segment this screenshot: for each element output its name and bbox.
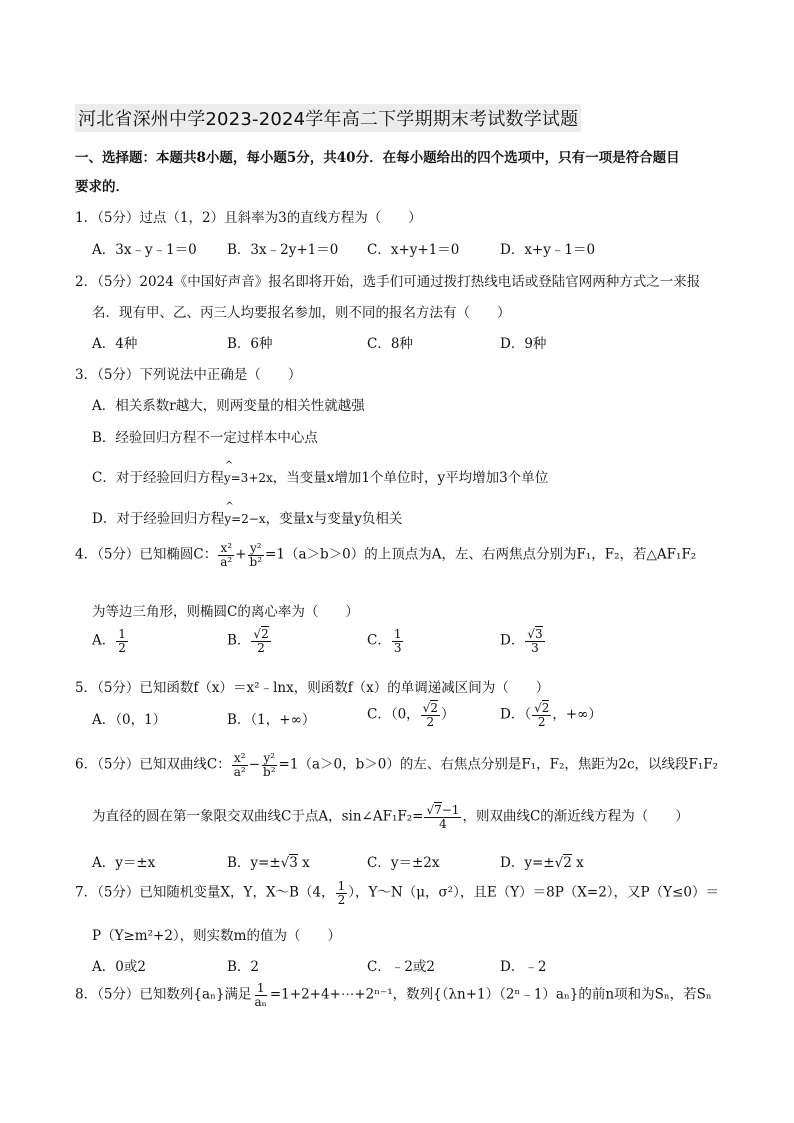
q6-stem-line2: 为直径的圆在第一象限交双曲线C于点A，sin∠AF₁F₂= $\frac{√7-1}{4}$ ，则双曲线C的渐近线方程为（ ） xyxy=(92,803,689,831)
q8-fraction: $\frac{1}{\text{aₙ}}$ xyxy=(254,981,267,1009)
q3-option-c: C．对于经验回归方程^ y=3+2x，当变量x增加1个单位时，y平均增加3个单位 xyxy=(92,466,548,486)
q6-option-d: D．y=±√2 x xyxy=(500,855,584,871)
q7-option-c: C．﹣2或2 xyxy=(367,959,436,975)
q7-option-a: A．0或2 xyxy=(92,959,146,975)
q2-option-c: C．8种 xyxy=(367,336,413,352)
q5-option-d: D．（ $\frac{√2}{2}$ ，+∞） xyxy=(500,701,602,729)
q3-option-d: D．对于经验回归方程^ y=2−x，变量x与变量y负相关 xyxy=(92,507,402,527)
q3-option-a: A．相关系数r越大，则两变量的相关性就越强 xyxy=(92,398,365,414)
q6-fraction-y: $\frac{\text{y²}}{\text{b²}}$ xyxy=(263,751,276,779)
q4-stem-line2: 为等边三角形，则椭圆C的离心率为（ ） xyxy=(92,604,359,620)
q1-stem: 1．（5分）过点（1，2）且斜率为3的直线方程为（ ） xyxy=(75,210,422,226)
q1-option-a: A．3x﹣y﹣1＝0 xyxy=(92,242,197,258)
q5-option-c: C．（0， $\frac{√2}{2}$ ） xyxy=(367,701,455,729)
q3-stem: 3．（5分）下列说法中正确是（ ） xyxy=(75,367,302,383)
page-title: 河北省深州中学2023-2024学年高二下学期期末考试数学试题 xyxy=(75,104,581,132)
q5-option-b: B．（1，+∞） xyxy=(227,712,316,728)
q2-option-b: B．6种 xyxy=(227,336,273,352)
q2-stem-line2: 名．现有甲、乙、丙三人均要报名参加，则不同的报名方法有（ ） xyxy=(92,305,511,321)
q2-option-d: D．9种 xyxy=(500,336,547,352)
q5-option-a: A．（0，1） xyxy=(92,712,167,728)
q3-option-c-equation: ^ y=3+2x xyxy=(224,471,273,485)
q2-stem-line1: 2．（5分）2024《中国好声音》报名即将开始，选手们可通过拨打热线电话或登陆官网两种方式之一来报 xyxy=(75,274,701,290)
q4-fraction-y: $\frac{\text{y²}}{\text{b²}}$ xyxy=(249,541,263,569)
q6-option-a: A．y＝±x xyxy=(92,855,156,871)
q6-option-b: B．y=±√3 x xyxy=(227,855,310,871)
q5-stem: 5．（5分）已知函数f（x）＝x²﹣lnx，则函数f（x）的单调递减区间为（ ） xyxy=(75,680,550,696)
q1-option-c: C．x+y+1＝0 xyxy=(367,242,460,258)
section-heading-line1: 一、选择题：本题共8小题，每小题5分，共40分．在每小题给出的四个选项中，只有一项是符合题目 xyxy=(75,150,680,166)
q1-option-b: B．3x﹣2y+1＝0 xyxy=(227,242,339,258)
q4-stem-line1: 4．（5分）已知椭圆C： $\frac{\text{x²}}{\text{a²}}$ + $\frac{\text{y²}}{\text{b²}}$ =1（a＞b＞0）的上顶点为A，左、右两焦点分别为F₁，F₂，若△AF₁F₂ xyxy=(75,541,697,569)
q6-sin-fraction: $\frac{√7-1}{4}$ xyxy=(426,803,460,831)
q7-stem-line1: 7．（5分）已知随机变量X，Y，X～B（4， $\frac{1}{2}$ ），Y～N（μ，σ²），且E（Y）＝8P（X=2），又P（Y≤0）＝ xyxy=(75,879,719,907)
q4-option-c: C． $\frac{1}{3}$ xyxy=(367,627,402,655)
q4-option-b: B． $\frac{√2}{2}$ xyxy=(227,627,269,655)
q4-option-a: A． $\frac{1}{2}$ xyxy=(92,627,126,655)
q7-option-d: D．﹣2 xyxy=(500,959,547,975)
q6-option-c: C．y＝±2x xyxy=(367,855,440,871)
q7-fraction: $\frac{1}{2}$ xyxy=(337,879,346,907)
q6-stem-line1: 6．（5分）已知双曲线C： $\frac{\text{x²}}{\text{a²}}$ − $\frac{\text{y²}}{\text{b²}}$ =1（a＞0，b＞0）的左、右焦点分别是F₁，F₂，焦距为2c，以线段F₁F₂ xyxy=(75,751,719,779)
q2-option-a: A．4种 xyxy=(92,336,138,352)
q1-option-d: D．x+y﹣1＝0 xyxy=(500,242,596,258)
q3-option-b: B．经验回归方程不一定过样本中心点 xyxy=(92,430,318,446)
q7-stem-line2: P（Y≥m²+2），则实数m的值为（ ） xyxy=(92,928,341,944)
q4-option-d: D． $\frac{√3}{3}$ xyxy=(500,627,543,655)
q3-option-d-equation: ^ y=2−x xyxy=(224,512,265,526)
q4-fraction-x: $\frac{\text{x²}}{\text{a²}}$ xyxy=(220,541,233,569)
q8-stem-line1: 8．（5分）已知数列{aₙ}满足 $\frac{1}{\text{aₙ}}$ =1+2+4+⋯+2ⁿ⁻¹，数列{（λn+1）（2ⁿ﹣1）aₙ}的前n项和为Sₙ，若Sₙ xyxy=(75,981,712,1009)
section-heading-line2: 要求的． xyxy=(75,179,129,195)
q7-option-b: B．2 xyxy=(227,959,260,975)
q6-fraction-x: $\frac{\text{x²}}{\text{a²}}$ xyxy=(233,751,246,779)
